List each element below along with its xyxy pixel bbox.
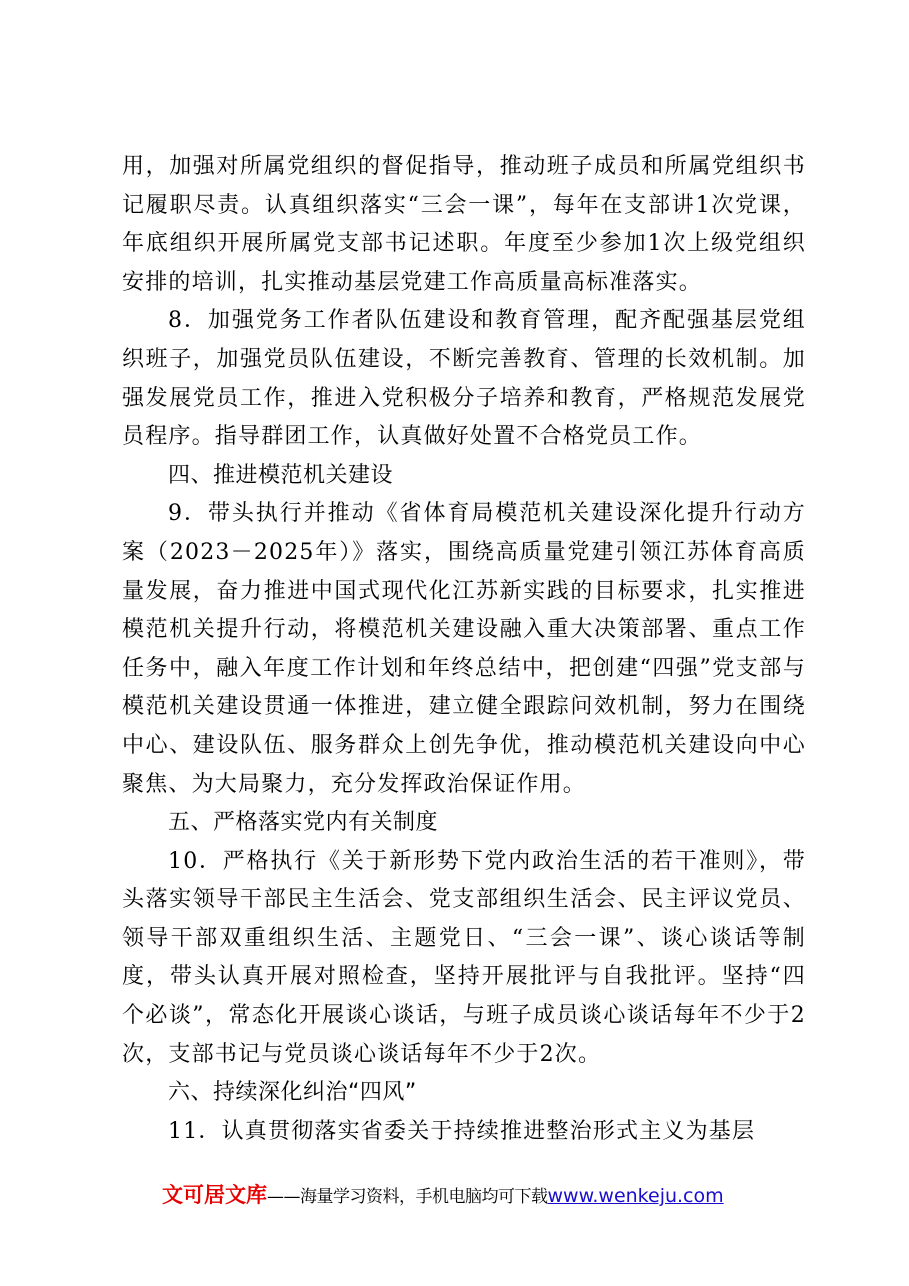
paragraph-continuation: 用，加强对所属党组织的督促指导，推动班子成员和所属党组织书记履职尽责。认真组织落实“三会一课”，每年在支部讲1次党课，年底组织开展所属党支部书记述职。年度至少参加1次上级党组织安排的培训，扎实推动基层党建工作高质量高标准落实。	[122, 154, 806, 295]
section-heading-5: 五、严格落实党内有关制度	[168, 810, 439, 836]
section-heading-6: 六、持续深化纠治“四风”	[168, 1080, 417, 1106]
section-heading-4: 四、推进模范机关建设	[168, 462, 394, 488]
footer-watermark	[162, 1180, 782, 1212]
footer-link[interactable]: www.wenkeju.com	[547, 1185, 724, 1207]
footer-brand: 文可居文库	[162, 1183, 267, 1207]
document-body	[122, 148, 806, 1151]
paragraph-item-10: 10．严格执行《关于新形势下党内政治生活的若干准则》，带头落实领导干部民主生活会、党支部组织生活会、民主评议党员、领导干部双重组织生活、主题党日、“三会一课”、谈心谈话等制度，带头认真开展对照检查，坚持开展批评与自我批评。坚持“四个必谈”，常态化开展谈心谈话，与班子成员谈心谈话每年不少于2次，支部书记与党员谈心谈话每年不少于2次。	[122, 848, 806, 1067]
paragraph-item-9: 9．带头执行并推动《省体育局模范机关建设深化提升行动方案（2023－2025年）》落实，围绕高质量党建引领江苏体育高质量发展，奋力推进中国式现代化江苏新实践的目标要求，扎实推进模范机关提升行动，将模范机关建设融入重大决策部署、重点工作任务中，融入年度工作计划和年终总结中，把创建“四强”党支部与模范机关建设贯通一体推进，建立健全跟踪问效机制，努力在围绕中心、建设队伍、服务群众上创先争优，推动模范机关建设向中心聚焦、为大局聚力，充分发挥政治保证作用。	[122, 501, 806, 797]
paragraph-item-8: 8．加强党务工作者队伍建设和教育管理，配齐配强基层党组织班子，加强党员队伍建设，不断完善教育、管理的长效机制。加强发展党员工作，推进入党积极分子培养和教育，严格规范发展党员程序。指导群团工作，认真做好处置不合格党员工作。	[122, 308, 806, 450]
footer-tagline: ——海量学习资料，手机电脑均可下载	[267, 1187, 548, 1207]
paragraph-item-11: 11．认真贯彻落实省委关于持续推进整治形式主义为基层	[168, 1118, 756, 1144]
